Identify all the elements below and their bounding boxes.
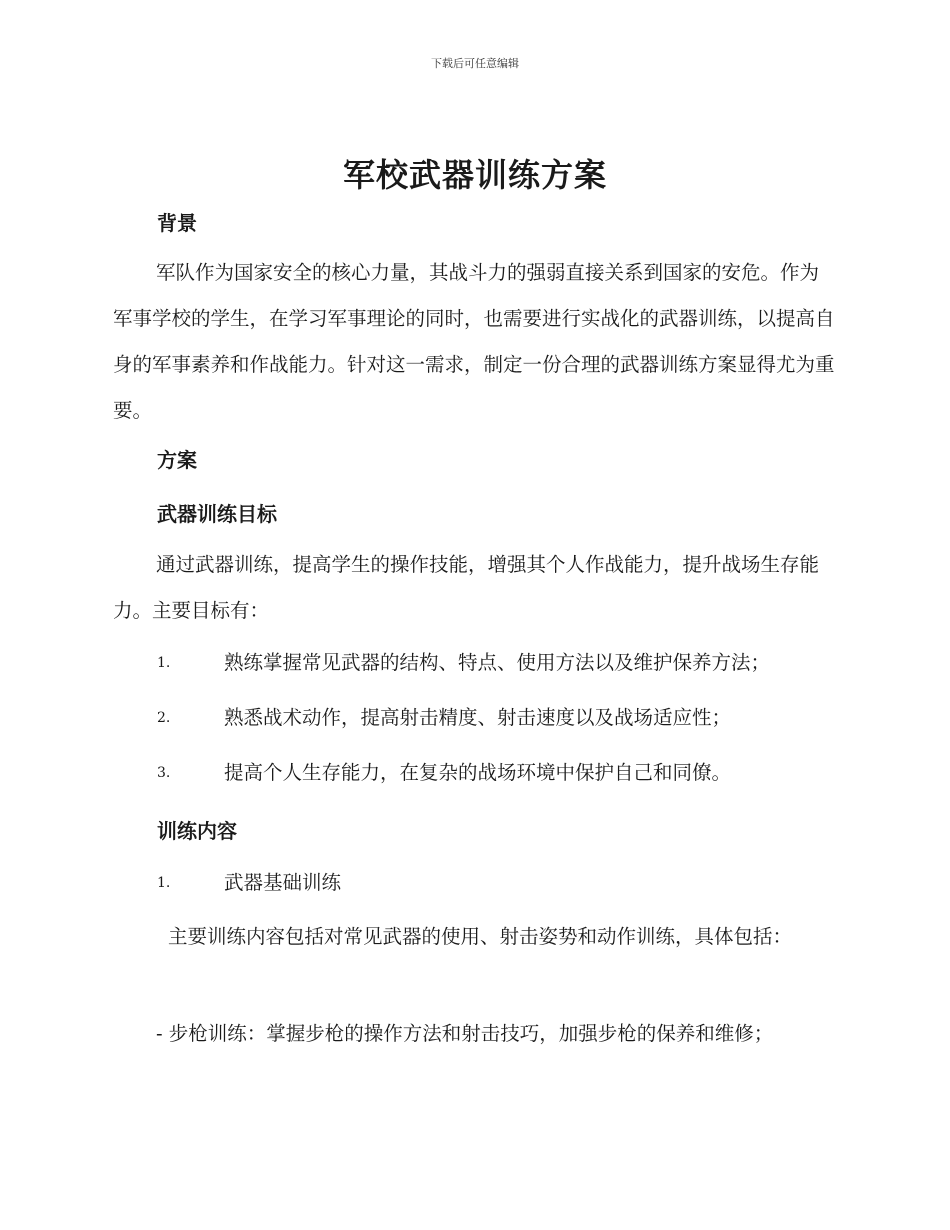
content-list-item xyxy=(157,868,857,898)
plan-heading: 方案 xyxy=(157,448,197,472)
goals-list-item xyxy=(157,648,857,678)
list-text: 提高个人生存能力，在复杂的战场环境中保护自己和同僚。 xyxy=(224,761,732,784)
goals-list-item xyxy=(157,758,857,788)
list-number: 3. xyxy=(157,765,171,781)
document-title: 军校武器训练方案 xyxy=(342,156,607,194)
list-text: 熟悉战术动作，提高射击精度、射击速度以及战场适应性； xyxy=(224,706,732,729)
header-note: 下载后可任意编辑 xyxy=(431,57,519,70)
background-heading: 背景 xyxy=(157,211,197,235)
content-paragraph: 主要训练内容包括对常见武器的使用、射击姿势和动作训练，具体包括： xyxy=(168,925,793,948)
list-number: 2. xyxy=(157,710,171,726)
goals-paragraph: 通过武器训练，提高学生的操作技能，增强其个人作战能力，提升战场生存能力。主要目标有： xyxy=(113,553,820,622)
content-heading: 训练内容 xyxy=(157,819,237,843)
list-text: 熟练掌握常见武器的结构、特点、使用方法以及维护保养方法； xyxy=(224,651,771,674)
list-number: 1. xyxy=(157,875,171,891)
rifle-training-paragraph: - 步枪训练：掌握步枪的操作方法和射击技巧，加强步枪的保养和维修； xyxy=(156,1022,774,1045)
list-text: 武器基础训练 xyxy=(224,871,342,894)
goals-heading: 武器训练目标 xyxy=(157,502,277,526)
goals-list-item xyxy=(157,703,857,733)
background-paragraph: 军队作为国家安全的核心力量，其战斗力的强弱直接关系到国家的安危。作为军事学校的学生，在学习军事理论的同时，也需要进行实战化的武器训练，以提高自身的军事素养和作战能力。针对这一需求，制定一份合理的武器训练方案显得尤为重要。 xyxy=(113,261,835,422)
list-number: 1. xyxy=(157,655,171,671)
